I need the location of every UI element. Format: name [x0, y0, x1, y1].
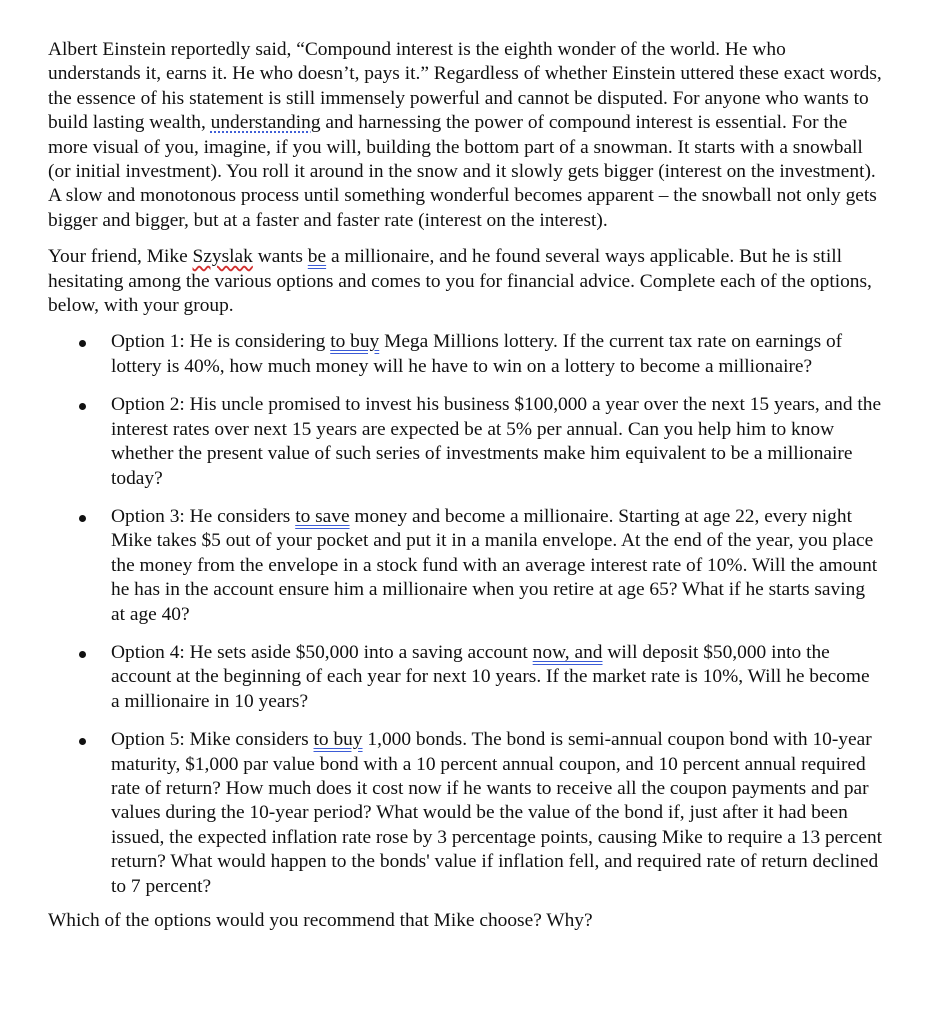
option-1-text-pre: Option 1: He is considering: [111, 331, 331, 353]
grammar-mark-understanding[interactable]: understanding: [210, 112, 321, 134]
grammar-mark-to-save[interactable]: to save: [295, 505, 350, 527]
task-paragraph: [48, 245, 883, 318]
bullet-icon: [79, 651, 86, 658]
spelling-mark-szyslak[interactable]: Szyslak: [192, 246, 253, 268]
grammar-mark-to-buy-bonds[interactable]: to buy: [313, 729, 363, 751]
bullet-icon: [79, 738, 86, 745]
closing-question: Which of the options would you recommend that Mike choose? Why?: [48, 910, 593, 931]
options-list: [48, 330, 883, 899]
intro-paragraph: [48, 38, 883, 233]
task-text-c: a millionaire, and he found several ways applicable. But he is still hesitating among the various options and comes to you for financial advice. Complete each of the options, below, with your group.: [48, 246, 872, 317]
option-item-2: [48, 393, 883, 491]
option-item-1: [48, 330, 883, 379]
option-5-text-pre: Option 5: Mike considers: [111, 729, 314, 751]
grammar-mark-to-buy[interactable]: to buy: [330, 331, 380, 353]
document-page: [48, 38, 883, 945]
intro-text-b: and harnessing the power of compound interest is essential. For the more visual of you, imagine, if you will, building the bottom part of a snowman. It starts with a snowball (or initial investment). You roll it around in the snow and it slowly gets bigger (interest on the investment). A slow and monotonous process until something wonderful becomes apparent – the snowball not only gets bigger and bigger, but at a faster and faster rate (interest on the interest).: [48, 112, 877, 231]
option-3-text-post: money and become a millionaire. Starting at age 22, every night Mike takes $5 out of your pocket and put it in a manila envelope. At the end of the year, you place the money from the envelope in a stock fund with an average interest rate of 10%. Will the amount he has in the account ensure him a millionaire when you retire at age 65? What if he starts saving at age 40?: [111, 505, 878, 625]
grammar-mark-be[interactable]: be: [307, 246, 327, 268]
task-text-b: wants: [252, 246, 308, 268]
bullet-icon: [79, 340, 86, 347]
option-4-text-pre: Option 4: He sets aside $50,000 into a saving account: [111, 641, 533, 663]
grammar-mark-now-and[interactable]: now, and: [532, 641, 603, 663]
option-2-text: Option 2: His uncle promised to invest his business $100,000 a year over the next 15 years, and the interest rates over next 15 years are expected be at 5% per annual. Can you help him to know whether the present value of such series of investments make him equivalent to be a millionaire today?: [111, 394, 882, 489]
option-5-text-post: 1,000 bonds. The bond is semi-annual coupon bond with 10-year maturity, $1,000 par value bond with a 10 percent annual coupon, and 10 percent annual required rate of return? How much does it cost now if he wants to receive all the coupon payments and par values during the 10-year period? What would be the value of the bond if, just after it had been issued, the expected inflation rate rose by 3 percentage points, causing Mike to require a 13 percent return? What would happen to the bonds' value if inflation fell, and required rate of return declined to 7 percent?: [111, 729, 883, 897]
option-item-3: [48, 505, 883, 627]
intro-text-a: Albert Einstein reportedly said, “Compound interest is the eighth wonder of the world. He who understands it, earns it. He who doesn’t, pays it.” Regardless of whether Einstein uttered these exact words, the essence of his statement is still immensely powerful and cannot be disputed. For anyone who wants to build lasting wealth,: [48, 39, 882, 134]
bullet-icon: [79, 403, 86, 410]
option-4-text-post: will deposit $50,000 into the account at the beginning of each year for next 10 years. If the market rate is 10%, Will he become a millionaire in 10 years?: [111, 641, 870, 712]
task-text-a: Your friend, Mike: [48, 246, 193, 268]
option-item-4: [48, 641, 883, 714]
option-1-text-post: Mega Millions lottery. If the current tax rate on earnings of lottery is 40%, how much money will he have to win on a lottery to become a millionaire?: [111, 331, 843, 377]
bullet-icon: [79, 515, 86, 522]
option-item-5: [48, 728, 883, 899]
option-3-text-pre: Option 3: He considers: [111, 505, 296, 527]
